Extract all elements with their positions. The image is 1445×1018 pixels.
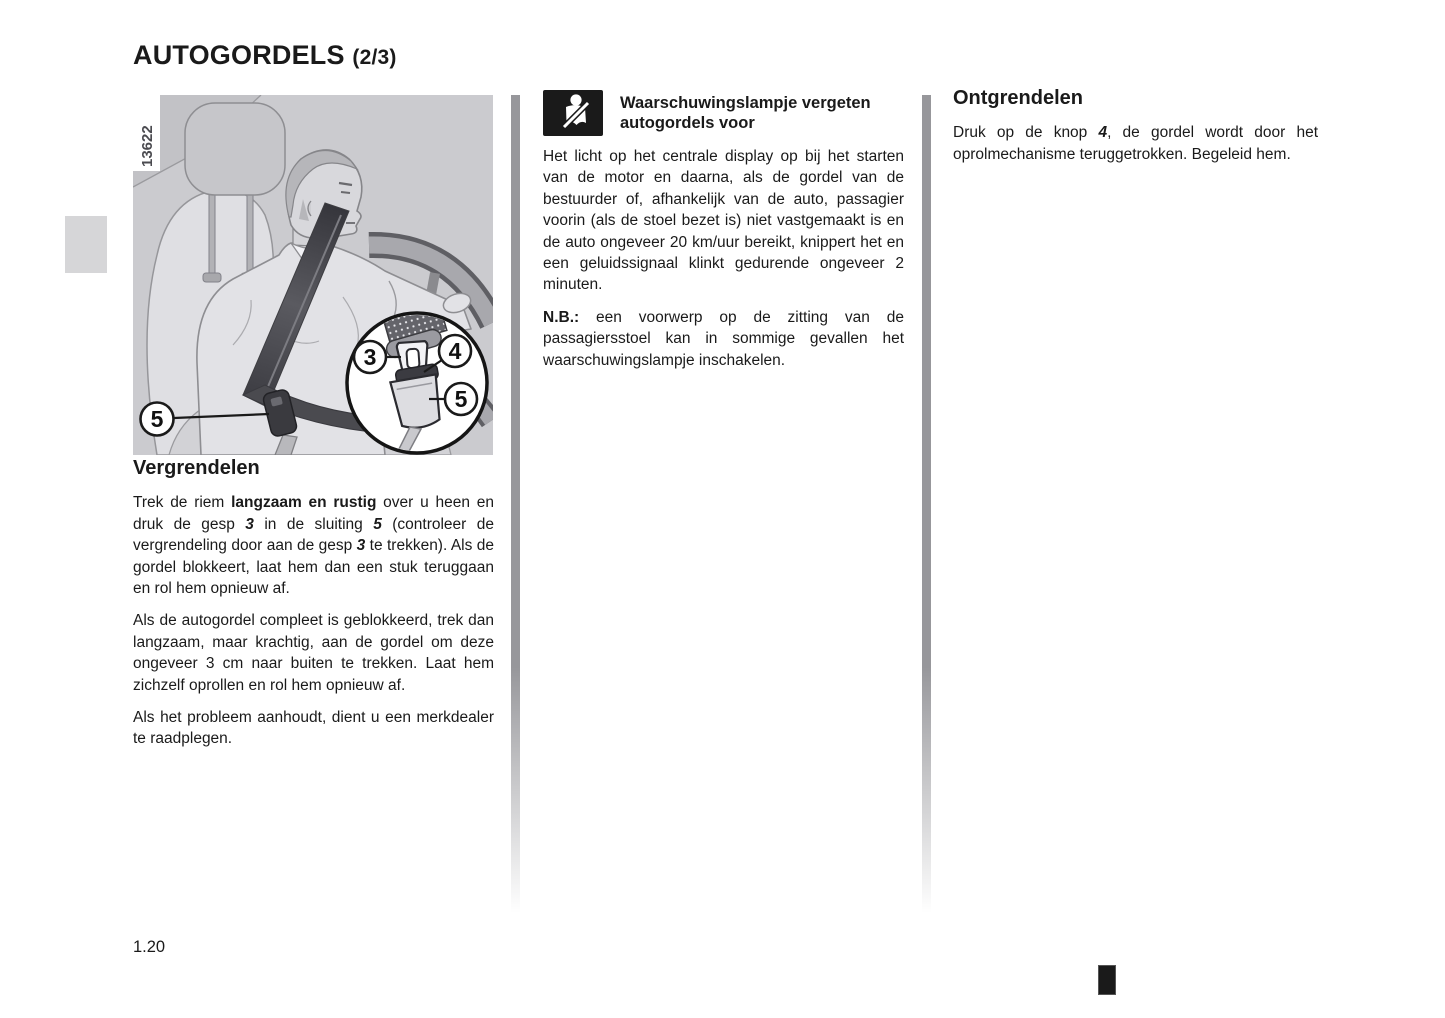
page-title-suffix: (2/3): [352, 46, 397, 69]
warning-heading: Waarschuwingslampje vergeten autogordels voor: [620, 94, 871, 132]
callout-4-label: 4: [448, 338, 462, 364]
locking-paragraph-3: Als het probleem aanhoudt, dient u een merkdealer te raadplegen.: [133, 709, 494, 748]
section-end-marker: [1098, 965, 1116, 995]
unlocking-heading: Ontgrendelen: [953, 87, 1084, 109]
locking-section: [133, 458, 494, 761]
callout-5-inset-label: 5: [454, 386, 468, 412]
locking-paragraph-2: Als de autogordel compleet is geblokkeerd, trek dan langzaam, maar krachtig, aan de gordel om deze ongeveer 3 cm naar buiten te trekken. Laat hem zichzelf oprollen en rol hem opnieuw af.: [133, 612, 494, 694]
headrest: [185, 103, 285, 195]
seatbelt-illustration-svg: [133, 95, 493, 455]
locking-paragraph-1: Trek de riem langzaam en rustig over u heen en druk de gesp 3 in de sluiting 5 (controleer de vergrendeling door aan de gesp 3 te trekken). Als de gordel blokkeert, laat hem dan een stuk teruggaan en rol hem opnieuw af.: [133, 494, 494, 598]
callout-3-label: 3: [363, 344, 377, 370]
page-number: 1.20: [133, 938, 166, 956]
chapter-thumb-tab: [65, 216, 107, 273]
warning-paragraph-1: Het licht op het centrale display op bij het starten van de motor en daarna, als de gordel van de bestuurder of, afhankelijk van de auto, passagier voorin (als de stoel bezet is) niet vastgemaakt is en de auto ongeveer 20 km/uur bereikt, knippert het en een geluidssignaal klinkt gedurende ongeveer 2 minuten.: [543, 148, 904, 294]
page-title: [133, 40, 397, 71]
seatbelt-illustration: [133, 95, 493, 455]
callout-5-left-label: 5: [150, 406, 164, 432]
photo-id-label: [133, 95, 160, 171]
photo-id-text: 13622: [139, 125, 156, 167]
column-divider-left: [511, 95, 520, 913]
seatbelt-warning-icon: [543, 90, 603, 136]
warning-section: [543, 90, 904, 382]
warning-paragraph-2: N.B.: een voorwerp op de zitting van de passagiersstoel kan in sommige gevallen het waarschuwingslampje inschakelen.: [543, 308, 904, 369]
page-title-text: AUTOGORDELS: [133, 40, 345, 70]
warning-body: [543, 146, 904, 371]
locking-heading: Vergrendelen: [133, 457, 260, 479]
unlocking-paragraph-1: Druk op de knop 4, de gordel wordt door het oprolmechanisme teruggetrokken. Begeleid hem.: [953, 124, 1319, 163]
column-divider-right: [922, 95, 931, 913]
unlocking-section: [953, 88, 1318, 176]
warning-header: [543, 90, 904, 136]
